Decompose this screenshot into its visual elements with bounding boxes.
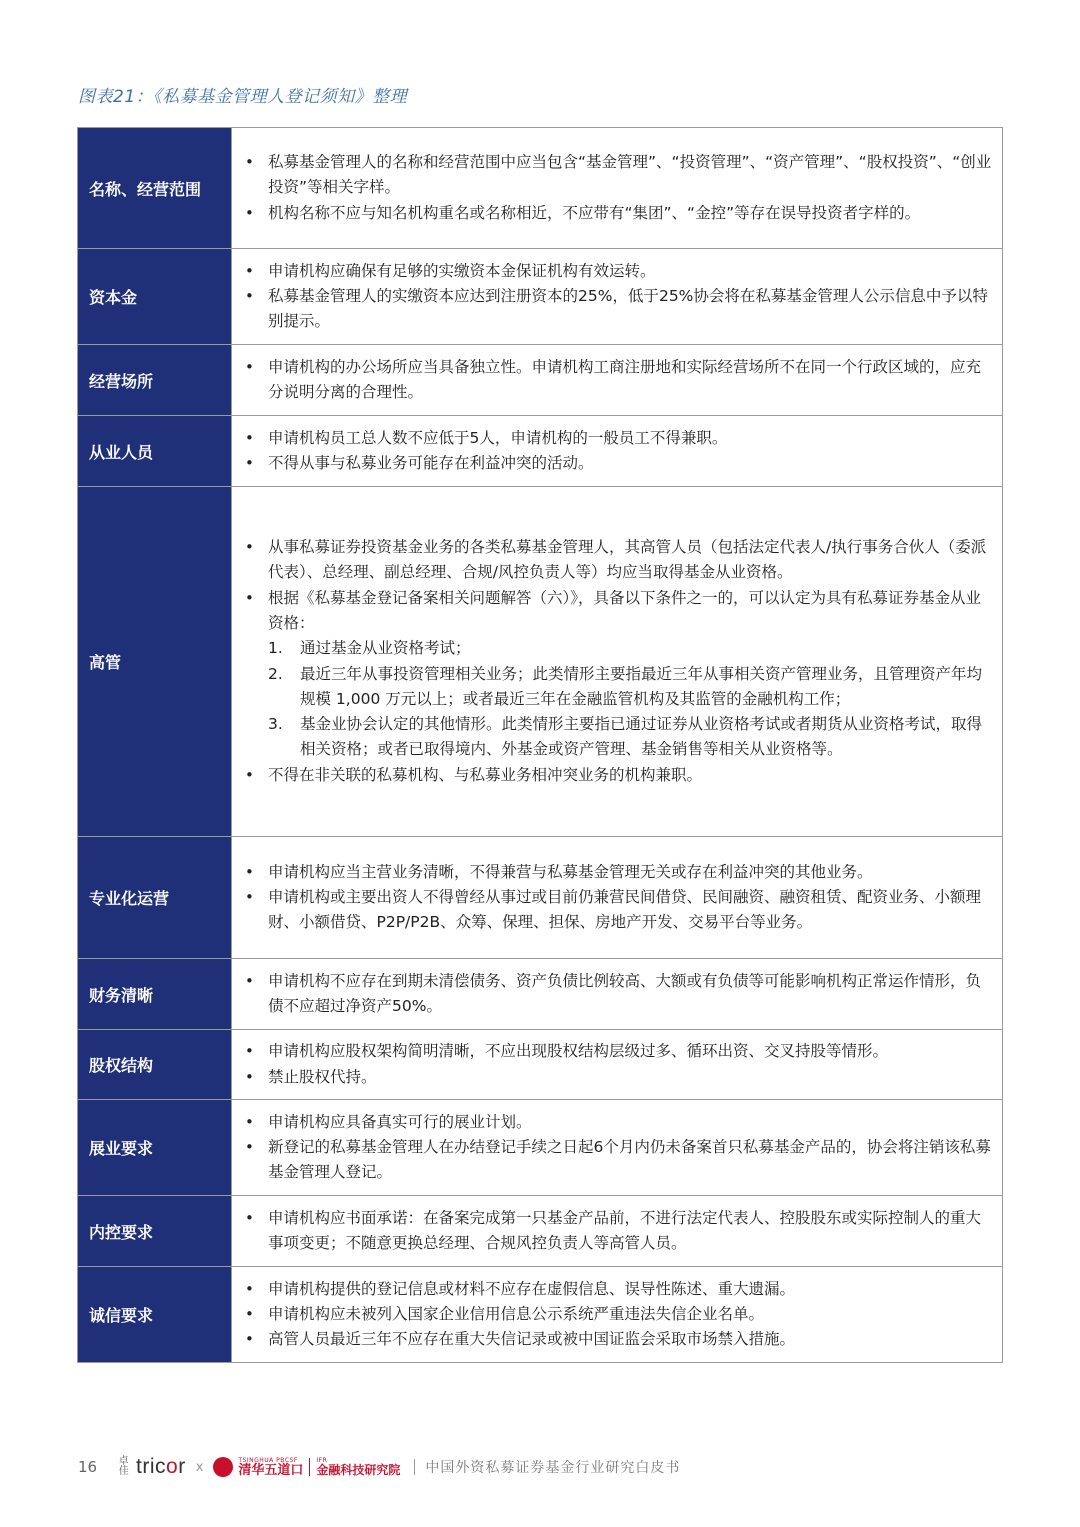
numbered-item bbox=[268, 712, 992, 763]
tsinghua-emblem-icon bbox=[213, 1457, 233, 1477]
numbered-list bbox=[268, 636, 992, 762]
tsinghua-small-text: TSINGHUA PBCSF bbox=[238, 1456, 298, 1464]
list-item: • 申请机构应书面承诺：在备案完成第一只基金产品前，不进行法定代表人、控股股东或实际控制人的重大事项变更；不随意更换总经理、合规风控负责人等高管人员。 bbox=[240, 1206, 992, 1257]
category-cell: 资本金 bbox=[78, 249, 232, 345]
list-item: • 申请机构应未被列入国家企业信用信息公示系统严重违法失信企业名单。 bbox=[240, 1302, 992, 1327]
ifr-name: 金融科技研究院 bbox=[316, 1463, 401, 1477]
category-cell: 经营场所 bbox=[78, 345, 232, 416]
table-row bbox=[78, 249, 1003, 345]
content-cell bbox=[232, 959, 1003, 1030]
list-item: • 高管人员最近三年不应存在重大失信记录或被中国证监会采取市场禁入措施。 bbox=[240, 1327, 992, 1352]
item-number: 3. bbox=[268, 715, 283, 734]
table-row bbox=[78, 416, 1003, 487]
list-item: • 不得在非关联的私募机构、与私募业务相冲突业务的机构兼职。 bbox=[240, 763, 992, 788]
list-item: • 新登记的私募基金管理人在办结登记手续之日起6个月内仍未备案首只私募基金产品的，协会将注销该私募基金管理人登记。 bbox=[240, 1135, 992, 1186]
ifr-small-text: IFR bbox=[316, 1457, 328, 1464]
list-item: • 申请机构应确保有足够的实缴资本金保证机构有效运转。 bbox=[240, 259, 992, 284]
page-footer bbox=[78, 1452, 778, 1482]
list-item-text: 根据《私募基金登记备案相关问题解答（六）》，具备以下条件之一的，可以认定为具有私募证券基金从业资格： bbox=[268, 588, 982, 632]
item-text: 通过基金从业资格考试； bbox=[300, 639, 471, 658]
list-item: • 私募基金管理人的实缴资本应达到注册资本的25%，低于25%协会将在私募基金管理人公示信息中予以特别提示。 bbox=[240, 284, 992, 335]
category-cell: 财务清晰 bbox=[78, 959, 232, 1030]
category-cell: 高管 bbox=[78, 487, 232, 837]
content-cell bbox=[232, 1196, 1003, 1267]
category-cell: 专业化运营 bbox=[78, 837, 232, 959]
list-item: • 申请机构提供的登记信息或材料不应存在虚假信息、误导性陈述、重大遗漏。 bbox=[240, 1277, 992, 1302]
category-cell: 名称、经营范围 bbox=[78, 128, 232, 249]
table-row bbox=[78, 1100, 1003, 1196]
numbered-item bbox=[268, 636, 992, 661]
table-row bbox=[78, 837, 1003, 959]
content-cell bbox=[232, 128, 1003, 249]
list-item: • 私募基金管理人的名称和经营范围中应当包含“基金管理”、“投资管理”、“资产管理”、“股权投资”、“创业投资”等相关字样。 bbox=[240, 150, 992, 201]
table-row bbox=[78, 487, 1003, 837]
tricor-mark-icon: 卓佳 bbox=[118, 1456, 130, 1477]
list-item: • 申请机构应股权架构简明清晰，不应出现股权结构层级过多、循环出资、交叉持股等情形。 bbox=[240, 1039, 992, 1064]
list-item: • 申请机构或主要出资人不得曾经从事过或目前仍兼营民间借贷、民间融资、融资租赁、配资业务、小额理财、小额借贷、P2P/P2B、众筹、保理、担保、房地产开发、交易平台等业务。 bbox=[240, 885, 992, 936]
numbered-item bbox=[268, 662, 992, 713]
content-cell bbox=[232, 487, 1003, 837]
content-cell bbox=[232, 416, 1003, 487]
requirements-table bbox=[77, 127, 1003, 1363]
content-cell bbox=[232, 837, 1003, 959]
table-row bbox=[78, 1196, 1003, 1267]
logo-separator bbox=[309, 1458, 310, 1476]
document-title: 中国外资私募证券基金行业研究白皮书 bbox=[425, 1460, 681, 1476]
table-row bbox=[78, 1030, 1003, 1100]
content-cell bbox=[232, 1100, 1003, 1196]
content-cell bbox=[232, 1267, 1003, 1363]
list-item: • 从事私募证券投资基金业务的各类私募基金管理人，其高管人员（包括法定代表人/执行事务合伙人（委派代表）、总经理、副总经理、合规/风控负责人等）均应当取得基金从业资格。 bbox=[240, 535, 992, 586]
list-item bbox=[240, 586, 992, 763]
table-row bbox=[78, 1267, 1003, 1363]
times-symbol: x bbox=[195, 1459, 204, 1475]
item-number: 1. bbox=[268, 639, 283, 658]
list-item: • 申请机构应当主营业务清晰，不得兼营与私募基金管理无关或存在利益冲突的其他业务。 bbox=[240, 860, 992, 885]
list-item: • 申请机构不应存在到期未清偿债务、资产负债比例较高、大额或有负债等可能影响机构正常运作情形，负债不应超过净资产50%。 bbox=[240, 969, 992, 1020]
list-item: • 申请机构的办公场所应当具备独立性。申请机构工商注册地和实际经营场所不在同一个行政区域的，应充分说明分离的合理性。 bbox=[240, 355, 992, 406]
item-number: 2. bbox=[268, 664, 283, 683]
tsinghua-logo bbox=[213, 1457, 400, 1477]
page-number: 16 bbox=[78, 1458, 98, 1476]
item-text: 最近三年从事投资管理相关业务；此类情形主要指最近三年从事相关资产管理业务，且管理资产年均规模 1,000 万元以上；或者最近三年在金融监管机构及其监管的金融机构工作； bbox=[300, 664, 983, 708]
tricor-wordmark: tricor bbox=[136, 1455, 186, 1478]
tsinghua-name: 清华五道口 bbox=[238, 1462, 304, 1478]
category-cell: 展业要求 bbox=[78, 1100, 232, 1196]
list-item: • 申请机构应具备真实可行的展业计划。 bbox=[240, 1110, 992, 1135]
content-cell bbox=[232, 249, 1003, 345]
category-cell: 股权结构 bbox=[78, 1030, 232, 1100]
list-item: • 机构名称不应与知名机构重名或名称相近，不应带有“集团”、“金控”等存在误导投资者字样的。 bbox=[240, 201, 992, 226]
content-cell bbox=[232, 1030, 1003, 1100]
table-row bbox=[78, 128, 1003, 249]
list-item: • 不得从事与私募业务可能存在利益冲突的活动。 bbox=[240, 451, 992, 476]
content-cell bbox=[232, 345, 1003, 416]
category-cell: 从业人员 bbox=[78, 416, 232, 487]
table-row bbox=[78, 345, 1003, 416]
tricor-logo bbox=[118, 1455, 186, 1479]
list-item: • 禁止股权代持。 bbox=[240, 1065, 992, 1090]
item-text: 基金业协会认定的其他情形。此类情形主要指已通过证券从业资格考试或者期货从业资格考试，取得相关资格；或者已取得境内、外基金或资产管理、基金销售等相关从业资格等。 bbox=[300, 715, 983, 759]
category-cell: 诚信要求 bbox=[78, 1267, 232, 1363]
category-cell: 内控要求 bbox=[78, 1196, 232, 1267]
list-item: • 申请机构员工总人数不应低于5人，申请机构的一般员工不得兼职。 bbox=[240, 426, 992, 451]
footer-divider bbox=[414, 1459, 415, 1475]
figure-title: 图表21：《私募基金管理人登记须知》整理 bbox=[78, 87, 408, 107]
table-row bbox=[78, 959, 1003, 1030]
